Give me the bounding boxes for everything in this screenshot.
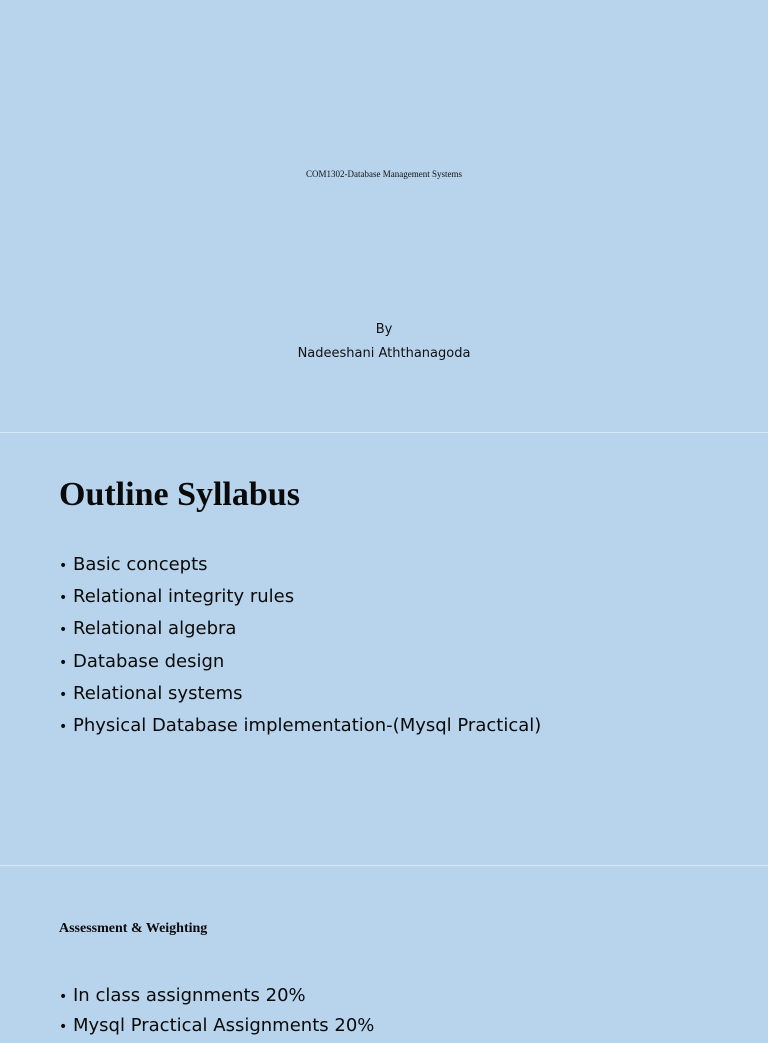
bullet-icon: •: [59, 718, 68, 735]
list-item-text: Database design: [73, 650, 225, 672]
list-item-text: Basic concepts: [73, 554, 208, 575]
assessment-slide: [0, 866, 768, 1036]
list-item-text: Relational integrity rules: [73, 586, 295, 608]
by-label: By: [375, 322, 393, 337]
author-block: [0, 318, 768, 366]
list-item-text: Relational algebra: [73, 618, 237, 640]
list-item: [59, 549, 541, 581]
bullet-icon: •: [59, 558, 68, 574]
list-item: [59, 581, 541, 613]
title-slide: [0, 0, 768, 432]
bullet-icon: •: [59, 686, 68, 703]
list-item: [59, 646, 541, 678]
bullet-icon: •: [59, 654, 68, 671]
course-title: COM1302-Database Management Systems: [306, 169, 462, 179]
list-item-text: Mysql Practical Assignments 20%: [73, 1015, 375, 1036]
slide-heading: Outline Syllabus: [59, 476, 300, 513]
list-item: [59, 980, 374, 1010]
outline-syllabus-slide: [0, 433, 768, 865]
list-item: [59, 613, 541, 645]
list-item: [59, 1010, 374, 1040]
list-item-text: Relational systems: [73, 682, 243, 704]
list-item: [59, 710, 541, 742]
list-item-text: Physical Database implementation-(Mysql Practical): [73, 714, 542, 736]
author-name: Nadeeshani Aththanagoda: [297, 346, 471, 361]
bullet-icon: •: [59, 622, 68, 639]
list-item: [59, 678, 541, 710]
bullet-icon: •: [59, 590, 68, 607]
syllabus-list: [59, 549, 541, 742]
assessment-list: [59, 980, 374, 1040]
slide-heading: Assessment & Weighting: [59, 921, 208, 936]
bullet-icon: •: [59, 989, 68, 1005]
list-item-text: In class assignments 20%: [73, 985, 306, 1006]
bullet-icon: •: [59, 1019, 68, 1035]
